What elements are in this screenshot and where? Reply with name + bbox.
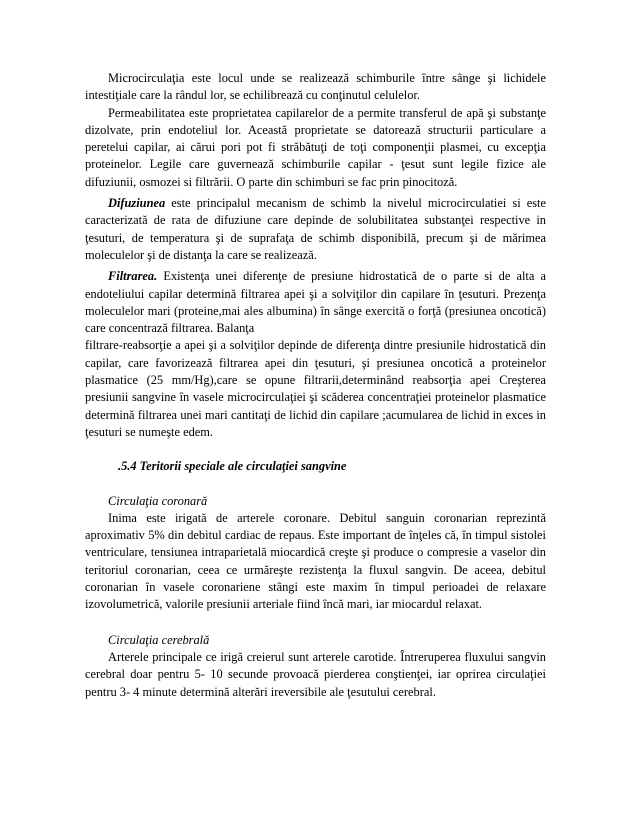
subheading-coronary: Circulaţia coronară — [108, 493, 208, 508]
paragraph-coronary: Inima este irigată de arterele coronare. Debitul sanguin coronarian reprezintă aproximativ 5% din debitul cardiac de repaus. Este important de înţeles că, în timpul sistolei ventriculare, tensiunea intraparietală miocardică creşte şi produce o compresie a vaselor din teritoriul coronarian, ceea ce urmăreşte rezistenţa la fluxul sangvin. De aceea, debitul coronarian în vasele coronariene stângi este maxim în timpul perioadei de relaxare izovolumetrică, valorile presiunii arteriale fiind încă mari, iar miocardul relaxat. — [85, 510, 546, 612]
paragraph-diffusion — [85, 195, 546, 264]
paragraph-cerebral: Arterele principale ce irigă creierul sunt arterele carotide. Întreruperea fluxului sangvin cerebral doar pentru 5- 10 secunde provoacă pierderea conştienţei, iar oprirea circulaţiei pentru 3- 4 minute determină alterări ireversibile ale ţesutului cerebral. — [85, 649, 546, 699]
term-diffusion: Difuziunea — [108, 196, 166, 211]
paragraph-filtration-balance: filtrare-reabsorţie a apei şi a solviţilor depinde de diferenţa dintre presiunile hidrostatică din capilar, care favorizează filtrarea apei din ţesuturi, şi presiunea oncotică a proteinelor plasmatice (25 mm/Hg),care se opune filtrarii,determinând reabsorţia apei Creşterea presiunii sangvine în vasele microcirculaţiei şi scăderea concentraţiei proteinelor plasmatice determină filtrarea unei mari cantitaţi de lichid din capilare ;acumularea de lichid in exces in ţesuturi se numeşte edem. — [85, 338, 546, 439]
paragraph-microcirculation: Microcirculaţia este locul unde se realizează schimburile între sânge şi lichidele intestiţiale care la rândul lor, se echilibrează cu conţinutul celulelor. — [85, 71, 546, 103]
diffusion-text: este principalul mecanism de schimb la nivelul microcirculatiei si este caracterizată de rata de difuziune care depinde de solubilitatea substanţei respective in ţesuturi, de temperatura şi de suprafaţa de schimb disponibilă, precum şi de mărimea moleculelor şi de distanţa la care se realizează. — [85, 196, 546, 262]
section-heading: .5.4 Teritorii speciale ale circulaţiei sangvine — [118, 459, 347, 474]
spacer — [85, 614, 546, 632]
filtration-text: Existenţa unei diferenţe de presiune hidrostatică de o parte si de alta a endoteliului capilar determină filtrarea apei şi a solviţilor din capilare în ţesuturi. Prezenţa moleculelor mari (proteine,mai ales albumina) în sânge exercită o forţă (presiunea oncotică) care concentrază filtrarea. Balanţa — [85, 269, 546, 336]
term-filtration: Filtrarea. — [108, 269, 158, 284]
document-page — [85, 70, 546, 701]
spacer — [85, 441, 546, 458]
subheading-cerebral: Circulaţia cerebrală — [108, 632, 210, 647]
paragraph-permeability: Permeabilitatea este proprietatea capilarelor de a permite transferul de apă şi substanţe dizolvate, prin endoteliul lor. Această proprietate se datorează structurii particulare a peretelui capilar, ai cărui pori pot fi străbătuţi de toţi componenţii plasmei, cu excepţia proteinelor. Legile care guvernează schimburile capilar - ţesut sunt legile fizice ale difuziunii, osmozei si filtrării. O parte din schimburi se fac prin pinocitoză. — [85, 105, 546, 189]
spacer — [85, 476, 546, 493]
paragraph-filtration — [85, 268, 546, 337]
